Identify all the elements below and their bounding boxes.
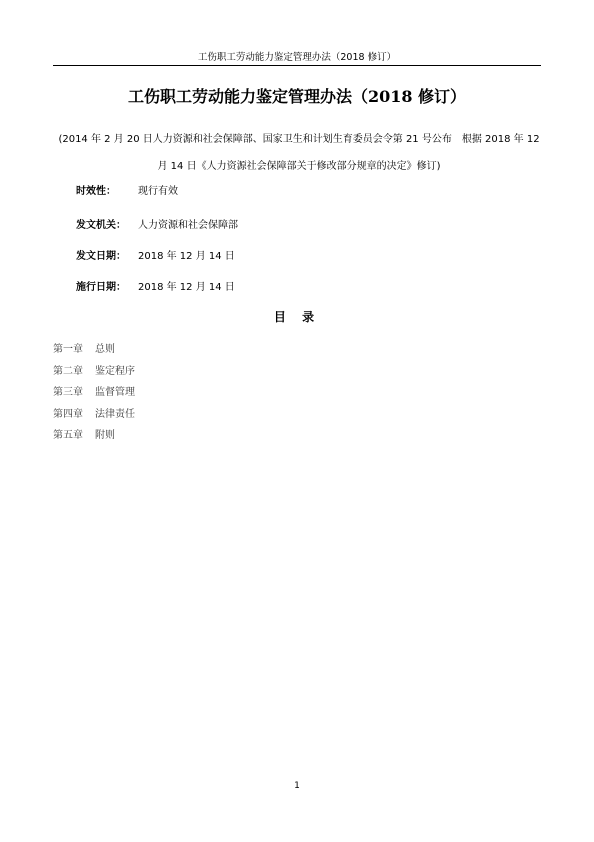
toc-chapter-number: 第四章 — [53, 408, 83, 420]
meta-label: 时效性： — [76, 186, 116, 197]
toc-chapter-name: 监督管理 — [95, 387, 135, 398]
toc-item[interactable] — [53, 382, 135, 404]
toc-chapter-name: 总则 — [95, 344, 115, 355]
toc-chapter-number: 第二章 — [53, 365, 83, 377]
page-number: 1 — [294, 781, 300, 791]
document-title: 工伤职工劳动能力鉴定管理办法（2018 修订） — [127, 87, 467, 106]
toc-item[interactable] — [53, 425, 135, 447]
meta-value: 人力资源和社会保障部 — [138, 220, 238, 231]
toc-chapter-number: 第一章 — [53, 344, 83, 355]
toc-title: 目 录 — [273, 310, 321, 324]
toc-chapter-name: 鉴定程序 — [95, 365, 135, 377]
meta-validity — [76, 182, 178, 197]
meta-label: 发文机关： — [76, 220, 126, 231]
meta-label: 发文日期： — [76, 251, 126, 262]
meta-issue-date — [76, 247, 235, 262]
meta-value: 2018 年 12 月 14 日 — [138, 282, 235, 293]
meta-value: 2018 年 12 月 14 日 — [138, 251, 235, 262]
toc-chapter-number: 第五章 — [53, 430, 83, 441]
meta-value: 现行有效 — [138, 186, 178, 197]
meta-label: 施行日期： — [76, 282, 126, 293]
meta-issuing-authority — [76, 216, 238, 231]
toc-chapter-number: 第三章 — [53, 387, 83, 398]
toc-chapter-name: 法律责任 — [95, 408, 135, 420]
toc-chapter-name: 附则 — [95, 430, 115, 441]
document-source-note: (2014 年 2 月 20 日人力资源和社会保障部、国家卫生和计划生育委员会令第 21 号公布 根据 2018 年 12 月 14 日《人力资源社会保障部关于修改部分规章的决定》修订) — [58, 134, 540, 172]
meta-effective-date — [76, 278, 235, 293]
running-header: 工伤职工劳动能力鉴定管理办法（2018 修订） — [197, 52, 397, 63]
header-divider — [53, 65, 541, 66]
toc-item[interactable] — [53, 361, 135, 383]
toc-item[interactable] — [53, 339, 135, 361]
table-of-contents — [53, 339, 135, 447]
toc-item[interactable] — [53, 404, 135, 426]
